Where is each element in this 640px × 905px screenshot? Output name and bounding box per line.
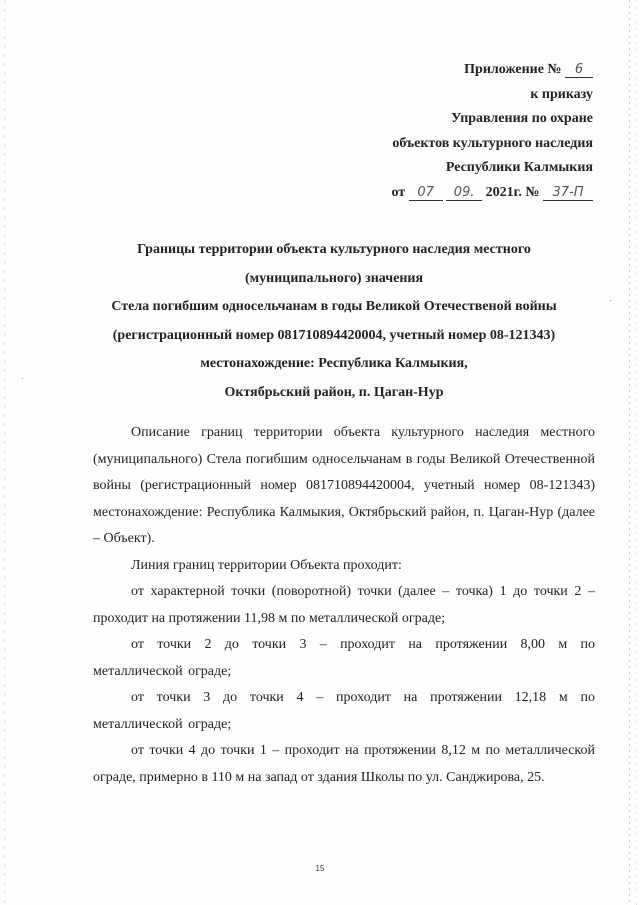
boundary-segment-1-2: от характерной точки (поворотной) точки (далее – точка) 1 до точки 2 – проходит на протяжении 11,98 м по металлической ограде; (93, 584, 595, 626)
title-line-1: Границы территории объекта культурного наследия местного (137, 242, 531, 257)
appendix-number-line (233, 58, 593, 83)
department-line-2: объектов культурного наследия (392, 135, 593, 151)
appendix-header (233, 58, 593, 205)
scan-speck (610, 300, 611, 301)
document-body (93, 420, 595, 791)
year-and-number-label: 2021г. № (485, 184, 540, 200)
date-day-handwritten: 07 (409, 186, 443, 201)
order-number-handwritten: 37-П (543, 186, 593, 201)
scan-edge-right (629, 0, 630, 905)
title-line-2: (муниципального) значения (244, 270, 424, 286)
title-line-6: Октябрьский район, п. Цаган-Нур (224, 384, 444, 400)
appendix-label: Приложение № (464, 62, 562, 77)
appendix-number-handwritten: 6 (565, 63, 593, 78)
title-line-5: местонахождение: Республика Калмыкия, (200, 356, 468, 371)
scan-speck (22, 378, 23, 379)
scan-edge-left (4, 0, 5, 905)
description-paragraph: Описание границ территории объекта культурного наследия местного (муниципального) Стела погибшим односельчанам в годы Великой Отечественной войны (регистрационный номер 081710894420004, учетный номер 08-121343) местонахождение: Республика Калмыкия, Октябрьский район, п. Цаган-Нур (далее – Объект). (93, 425, 595, 546)
document-title (60, 236, 608, 407)
department-line: Управления по охране (451, 111, 593, 126)
title-line-4: (регистрационный номер 081710894420004, учетный номер 08-121343) (112, 327, 556, 343)
boundary-segment-4-1: от точки 4 до точки 1 – проходит на протяжении 8,12 м по металлической ограде, примерно в 110 м на запад от здания Школы по ул. Санджирова, 25. (93, 743, 595, 785)
date-month-handwritten: 09. (446, 186, 482, 201)
boundary-segment-2-3: от точки 2 до точки 3 – проходит на протяжении 8,00 м по металлической ограде; (93, 637, 595, 679)
title-line-3: Стела погибшим односельчанам в годы Великой Отечественой войны (111, 299, 557, 314)
page-number: 15 (315, 864, 325, 873)
date-prefix: от (391, 184, 406, 200)
scan-edge-right-outer (636, 0, 637, 905)
order-reference-line: к приказу (530, 86, 593, 102)
boundary-intro-paragraph: Линия границ территории Объекта проходит: (131, 557, 402, 573)
order-date-line (233, 181, 593, 206)
republic-line: Республики Калмыкия (445, 160, 593, 175)
boundary-segment-3-4: от точки 3 до точки 4 – проходит на протяжении 12,18 м по металлической ограде; (93, 690, 595, 732)
